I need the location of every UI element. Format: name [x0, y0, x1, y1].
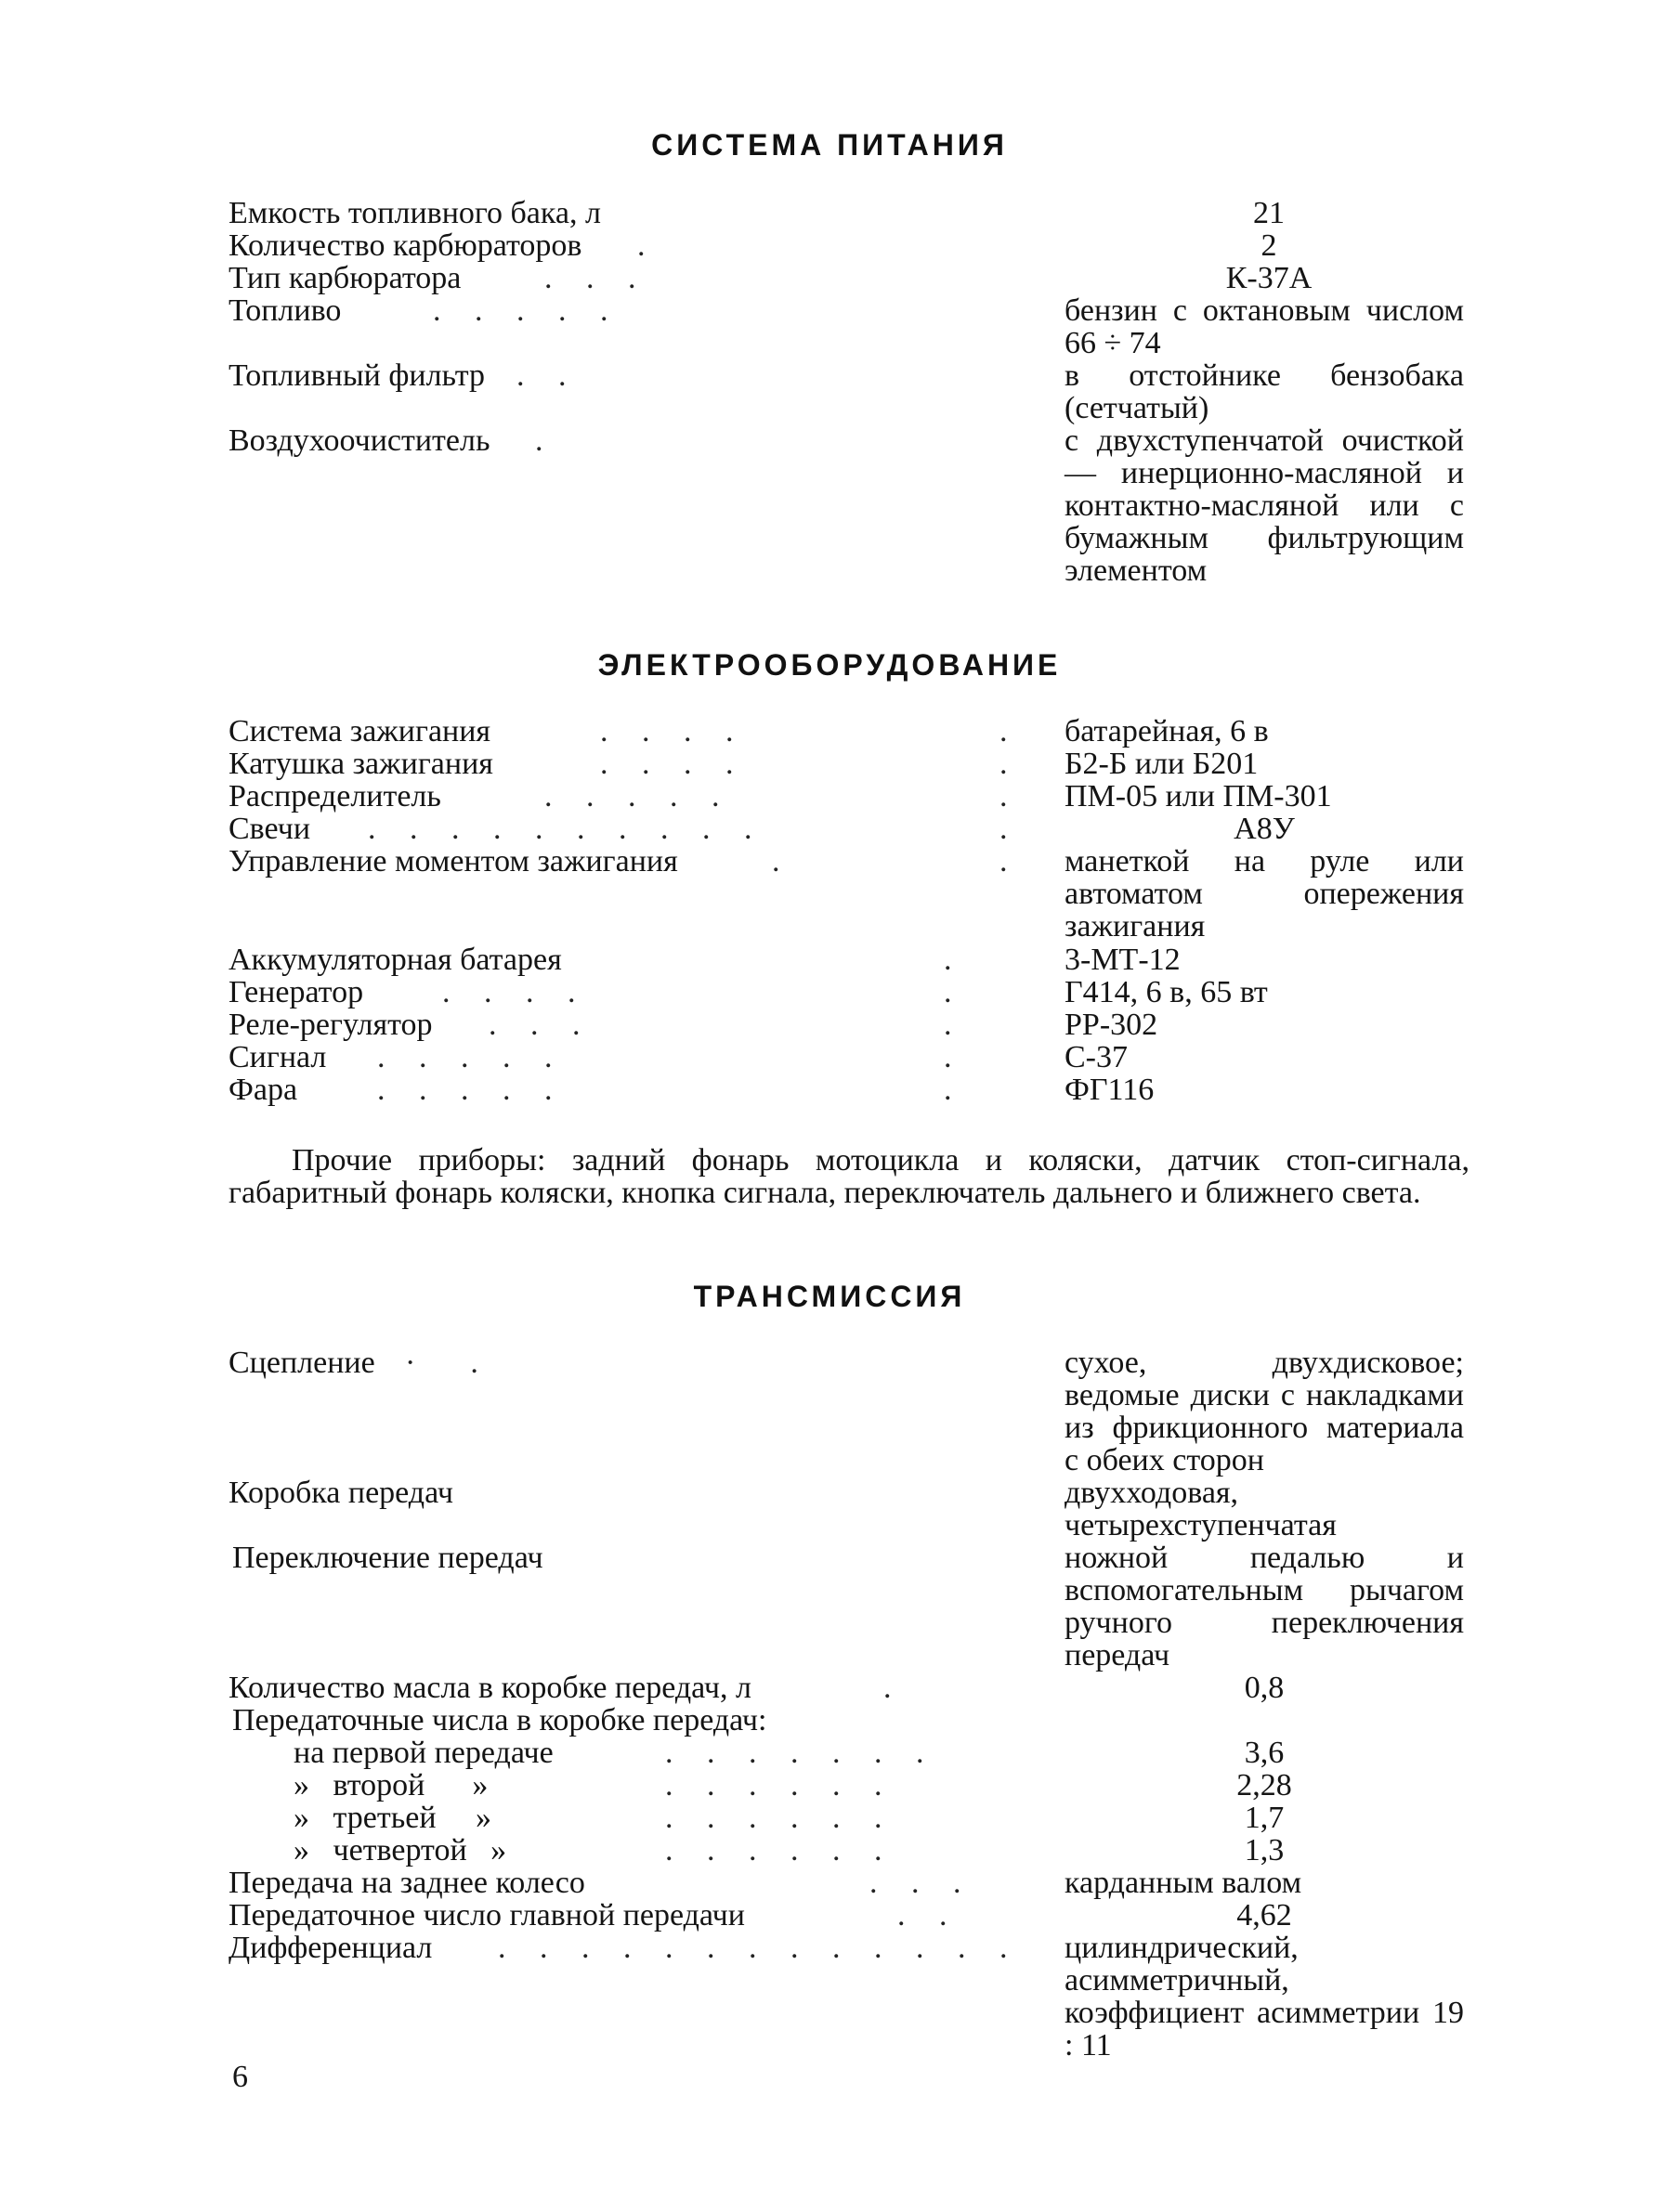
spec-row [229, 715, 1470, 748]
leader-dots: . . [516, 358, 580, 393]
spec-row [229, 976, 1470, 1009]
leader-dots: . . [897, 1898, 960, 1932]
spec-label: Реле-регулятор [229, 1008, 433, 1042]
leader-dots: · . [405, 1346, 491, 1380]
spec-value: двухходовая, четырехступенчатая [1065, 1476, 1337, 1542]
leader-dots: . [999, 779, 1021, 813]
spec-label: Воздухоочиститель [229, 423, 490, 458]
spec-row [229, 1769, 1470, 1802]
spec-row [229, 1672, 1470, 1705]
leader-dots: . . . . . . [665, 1801, 895, 1835]
spec-value: 21 [1253, 196, 1285, 230]
spec-value: 4,62 [1236, 1898, 1292, 1932]
leader-dots: . [999, 714, 1021, 748]
leader-dots: . . . . . . . [665, 1736, 937, 1770]
spec-label: Топливо [229, 293, 342, 328]
spec-value: С-37 [1065, 1040, 1128, 1074]
spec-value: 1,7 [1244, 1801, 1285, 1835]
spec-row [229, 1867, 1470, 1900]
spec-value: 2 [1261, 228, 1277, 263]
spec-label: Переключение передач [232, 1541, 543, 1575]
leader-dots: . [999, 747, 1021, 781]
spec-row [229, 1802, 1470, 1835]
spec-row [229, 197, 1470, 230]
spec-label: Управление моментом зажигания [229, 844, 678, 878]
spec-value: 3-МТ-12 [1065, 943, 1181, 977]
spec-row [229, 845, 1470, 943]
leader-dots: . . . . . . [665, 1833, 895, 1867]
leader-dots: . . . . . [433, 293, 621, 328]
spec-label: Передаточное число главной передачи [229, 1898, 745, 1932]
spec-label: Генератор [229, 975, 364, 1009]
spec-label: Коробка передач [229, 1476, 453, 1510]
spec-value: К-37А [1225, 261, 1313, 295]
leader-dots: . [637, 228, 659, 263]
leader-dots: . [944, 1073, 965, 1107]
spec-row [229, 748, 1470, 781]
leader-dots: . [883, 1671, 905, 1705]
leader-dots: . [944, 943, 965, 977]
spec-value: с двухступенчатой очисткой — инерционно-масляной и контактно-масляной или с бумажным фильтрующим элементом [1065, 423, 1464, 588]
spec-value: 3,6 [1244, 1736, 1285, 1770]
spec-row [229, 780, 1470, 813]
spec-value: бензин с октановым числом 66 ÷ 74 [1065, 293, 1464, 360]
spec-row [229, 943, 1470, 977]
spec-value: 0,8 [1244, 1671, 1285, 1705]
spec-label: на первой передаче [294, 1736, 554, 1770]
spec-label: Фара [229, 1073, 298, 1107]
leader-dots: . . . . . . . . . . [368, 812, 765, 846]
spec-label: Сцепление [229, 1346, 375, 1380]
spec-label: Передача на заднее колесо [229, 1866, 585, 1900]
leader-dots: . [944, 1040, 965, 1074]
leader-dots: . [535, 423, 556, 458]
spec-label: Количество масла в коробке передач, л [229, 1671, 751, 1705]
spec-label: Свечи [229, 812, 311, 846]
spec-label: Система зажигания [229, 714, 491, 748]
leader-dots: . . . [489, 1008, 594, 1042]
spec-row [229, 1931, 1470, 2062]
spec-value: карданным валом [1065, 1866, 1302, 1900]
leader-dots: . . . . [600, 747, 747, 781]
spec-value: сухое, двухдисковое; ведомые диски с накладками из фрикционного материала с обеих сторон [1065, 1346, 1464, 1477]
spec-label: Емкость топливного бака, л [229, 196, 601, 230]
spec-label: Катушка зажигания [229, 747, 493, 781]
other-devices-note: Прочие приборы: задний фонарь мотоцикла и коляски, датчик стоп-сигнала, габаритный фонарь коляски, кнопка сигнала, переключатель дальнего и ближнего света. [229, 1143, 1470, 1210]
leader-dots: . [944, 975, 965, 1009]
spec-value: ФГ116 [1065, 1073, 1155, 1107]
spec-label: Сигнал [229, 1040, 327, 1074]
spec-row [229, 262, 1470, 295]
section-title-electrical: ЭЛЕКТРООБОРУДОВАНИЕ [597, 648, 1062, 682]
leader-dots: . . . . . . [665, 1768, 895, 1802]
spec-value: батарейная, 6 в [1065, 714, 1269, 748]
spec-value: ножной педалью и вспомогательным рычагом ручного переключения передач [1065, 1541, 1464, 1672]
spec-value: А8У [1234, 812, 1295, 846]
spec-label: Топливный фильтр [229, 358, 486, 393]
spec-label: Распределитель [229, 779, 441, 813]
spec-row [229, 1899, 1470, 1932]
spec-row [229, 813, 1470, 846]
section-title-transmission: ТРАНСМИССИЯ [693, 1280, 966, 1313]
spec-row [229, 229, 1470, 263]
spec-row [229, 1737, 1470, 1770]
spec-value: ПМ-05 или ПМ-301 [1065, 779, 1332, 813]
spec-row [229, 424, 1470, 619]
spec-value: манеткой на руле или автоматом опережения зажигания [1065, 844, 1464, 943]
spec-label: Дифференциал [229, 1931, 433, 1965]
spec-value: Б2-Б или Б201 [1065, 747, 1259, 781]
spec-label: » третьей » [294, 1801, 492, 1835]
spec-value: Г414, 6 в, 65 вт [1065, 975, 1268, 1009]
spec-row [229, 1041, 1470, 1074]
leader-dots: . . . . . . . . . . . . . [498, 1931, 1021, 1965]
spec-value: цилиндрический, асимметричный, коэффициент асимметрии 19 : 11 [1065, 1931, 1464, 2062]
leader-dots: . . . . . [544, 779, 733, 813]
spec-label: Тип карбюратора [229, 261, 462, 295]
page-number: 6 [232, 2060, 248, 2094]
spec-label: » второй » [294, 1768, 489, 1802]
spec-row [229, 1477, 1470, 1542]
spec-label: » четвертой » [294, 1833, 507, 1867]
section-title-fuel-system: СИСТЕМА ПИТАНИЯ [651, 128, 1008, 162]
spec-value: в отстойнике бензобака (сетчатый) [1065, 358, 1464, 425]
spec-row [229, 1008, 1470, 1042]
spec-label: Передаточные числа в коробке передач: [232, 1703, 767, 1737]
leader-dots: . . . . [600, 714, 747, 748]
spec-row [229, 1704, 1470, 1737]
spec-row [229, 1073, 1470, 1107]
spec-label: Количество карбюраторов [229, 228, 582, 263]
spec-value: 1,3 [1244, 1833, 1285, 1867]
leader-dots: . . . . . [377, 1073, 566, 1107]
spec-value: РР-302 [1065, 1008, 1158, 1042]
leader-dots: . . . [544, 261, 649, 295]
leader-dots: . [999, 812, 1021, 846]
spec-row [229, 1834, 1470, 1867]
spec-row [229, 294, 1470, 361]
leader-dots: . [944, 1008, 965, 1042]
leader-dots: . . . . [442, 975, 589, 1009]
spec-value: 2,28 [1236, 1768, 1292, 1802]
leader-dots: . [999, 844, 1021, 878]
spec-row [229, 1542, 1470, 1672]
spec-row [229, 1347, 1470, 1477]
leader-dots: . [772, 844, 793, 878]
spec-row [229, 359, 1470, 426]
leader-dots: . . . [869, 1866, 974, 1900]
spec-label: Аккумуляторная батарея [229, 943, 562, 977]
leader-dots: . . . . . [377, 1040, 566, 1074]
